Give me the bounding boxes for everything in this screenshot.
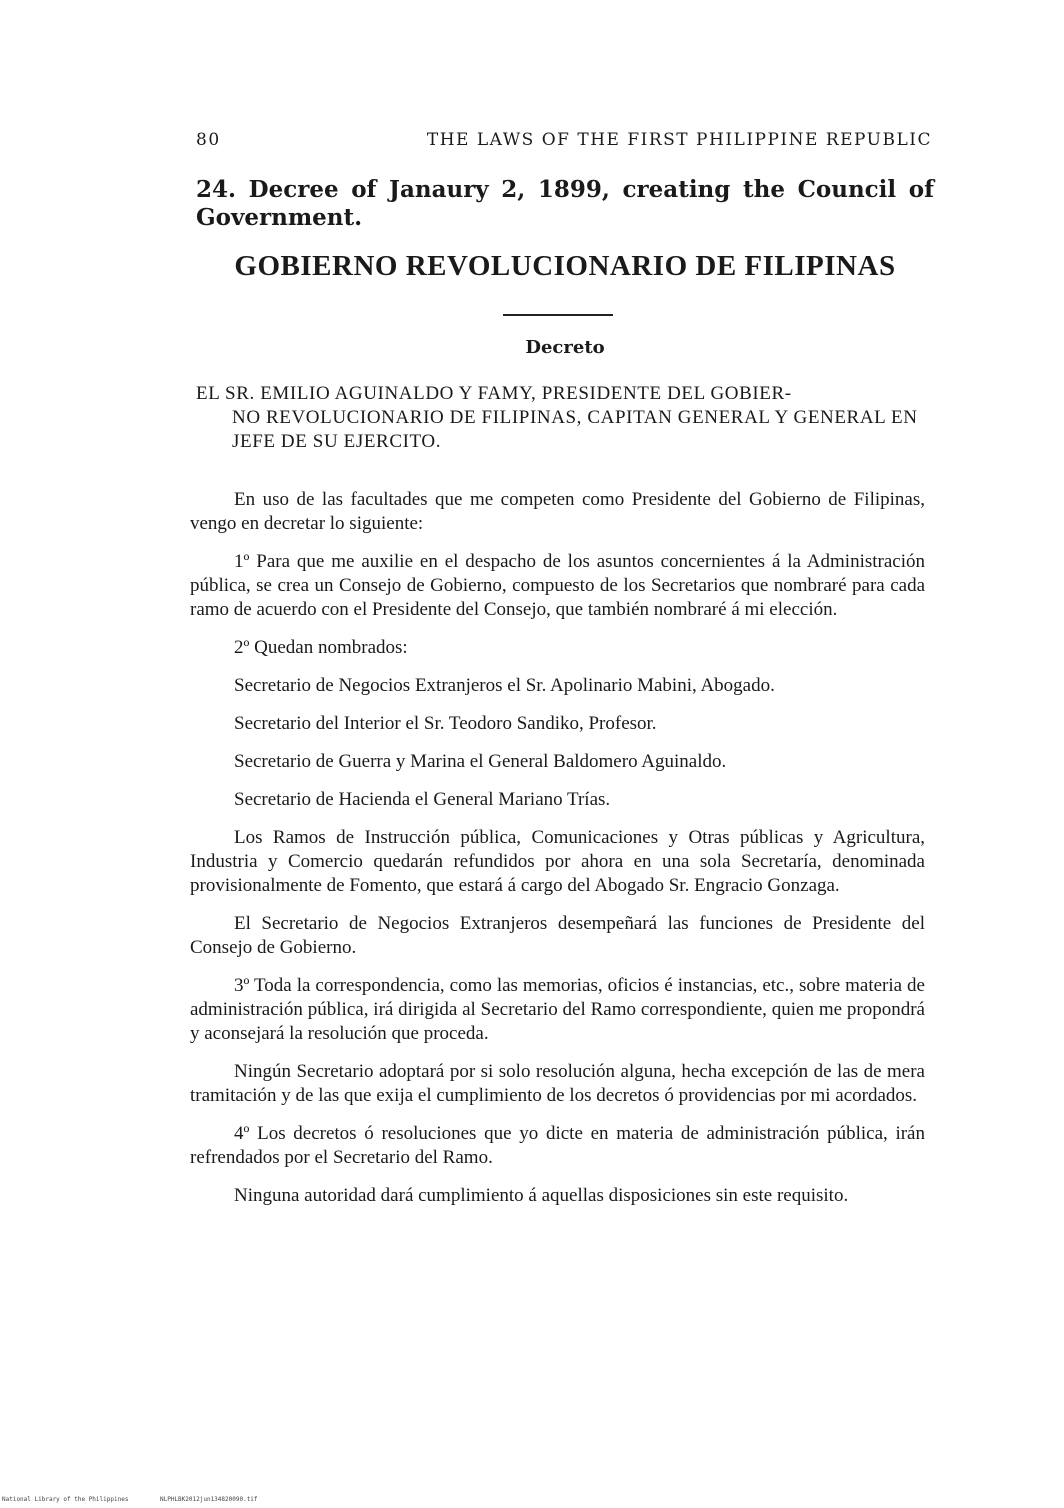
paragraph: Secretario del Interior el Sr. Teodoro Sandiko, Profesor. (234, 713, 657, 734)
paragraph: 4º Los decretos ó resoluciones que yo dicte en materia de administración pública, irán refrendados por el Secretario del Ramo. (190, 1123, 925, 1168)
decree-body (190, 488, 925, 1222)
paragraph: 3º Toda la correspondencia, como las memorias, oficios é instancias, etc., sobre materia de administración pública, irá dirigida al Secretario del Ramo correspondiente, quien me propondrá y aconsejará la resolución que proceda. (190, 975, 925, 1044)
running-title: THE LAWS OF THE FIRST PHILIPPINE REPUBLIC (426, 130, 932, 150)
paragraph: Ninguna autoridad dará cumplimiento á aquellas disposiciones sin este requisito. (234, 1185, 849, 1206)
paragraph: Secretario de Hacienda el General Mariano Trías. (234, 789, 611, 810)
preamble-line-1: EL SR. EMILIO AGUINALDO Y FAMY, PRESIDENTE DEL GOBIER- (196, 383, 792, 404)
section-heading: Decreto (525, 337, 605, 358)
paragraph: Secretario de Negocios Extranjeros el Sr. Apolinario Mabini, Abogado. (234, 675, 775, 696)
preamble (196, 382, 934, 454)
preamble-continuation: NO REVOLUCIONARIO DE FILIPINAS, CAPITAN GENERAL Y GENERAL EN JEFE DE SU EJERCITO. (232, 407, 918, 452)
paragraph: En uso de las facultades que me competen como Presidente del Gobierno de Filipinas, vengo en decretar lo siguiente: (190, 489, 925, 534)
footer-file-id: NLPHLBK2012jun134820090.tif (160, 1496, 258, 1503)
paragraph: 2º Quedan nombrados: (234, 637, 408, 658)
paragraph: Los Ramos de Instrucción pública, Comunicaciones y Otras públicas y Agricultura, Industria y Comercio quedarán refundidos por ahora en una sola Secretaría, denominada provisionalmente de Fomento, que estará á cargo del Abogado Sr. Engracio Gonzaga. (190, 827, 925, 896)
page-number: 80 (196, 130, 221, 150)
footer-library: National Library of the Philippines (2, 1496, 129, 1503)
paragraph: Secretario de Guerra y Marina el General Baldomero Aguinaldo. (234, 751, 727, 772)
document-title: 24. Decree of Janaury 2, 1899, creating the Council of Government. (196, 176, 934, 231)
title-divider (503, 314, 613, 316)
paragraph: 1º Para que me auxilie en el despacho de los asuntos concernientes á la Administración pública, se crea un Consejo de Gobierno, compuesto de los Secretarios que nombraré para cada ramo de acuerdo con el Presidente del Consejo, que también nombraré á mi elección. (190, 551, 925, 620)
government-title: GOBIERNO REVOLUCIONARIO DE FILIPINAS (234, 250, 896, 282)
paragraph: El Secretario de Negocios Extranjeros desempeñará las funciones de Presidente del Consejo de Gobierno. (190, 913, 925, 958)
paragraph: Ningún Secretario adoptará por si solo resolución alguna, hecha excepción de las de mera tramitación y de las que exija el cumplimiento de los decretos ó providencias por mi acordados. (190, 1061, 925, 1106)
